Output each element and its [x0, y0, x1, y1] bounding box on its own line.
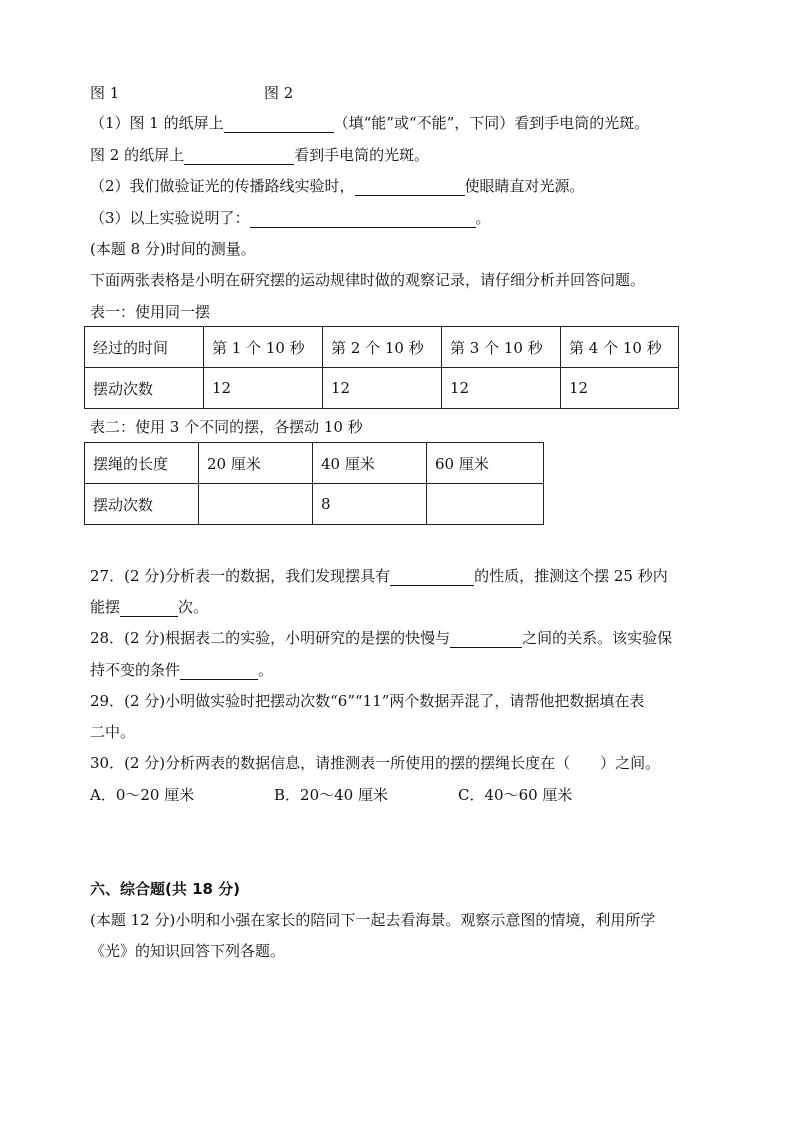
table2-caption: 表二：使用 3 个不同的摆，各摆动 10 秒	[90, 418, 363, 436]
light-item-1-text-a: （1）图 1 的纸屏上	[90, 114, 224, 132]
light-item-1-text-d: 看到手电筒的光斑。	[294, 146, 430, 164]
q27-text-b: 的性质，推测这个摆 25 秒内	[474, 567, 668, 585]
table-cell: 12	[561, 368, 679, 409]
answer-blank[interactable]	[180, 663, 258, 680]
light-item-1-cont	[90, 145, 429, 165]
answer-blank[interactable]	[224, 116, 334, 133]
light-item-2-text-b: 使眼睛直对光源。	[464, 177, 585, 195]
table-2	[84, 442, 544, 525]
light-item-2	[90, 176, 585, 196]
q28-text-c: 持不变的条件	[90, 661, 181, 679]
figure-2-label: 图 2	[264, 84, 294, 102]
light-item-3-text-b: 。	[475, 209, 491, 227]
pendulum-intro: 下面两张表格是小明在研究摆的运动规律时做的观察记录，请仔细分析并回答问题。	[90, 271, 646, 289]
option-b[interactable]: B．20～40 厘米	[274, 786, 388, 804]
table-cell: 20 厘米	[199, 443, 313, 484]
table-cell: 第 2 个 10 秒	[323, 327, 442, 368]
table-row	[85, 484, 544, 525]
answer-blank[interactable]	[120, 600, 178, 617]
q27-text-c: 能摆	[90, 598, 121, 616]
table-cell: 12	[204, 368, 323, 409]
light-item-1-text-c: 图 2 的纸屏上	[90, 146, 185, 164]
table-cell: 第 1 个 10 秒	[204, 327, 323, 368]
table-cell: 12	[323, 368, 442, 409]
light-item-1-text-b: （填“能”或“不能”，下同）看到手电筒的光斑。	[333, 114, 650, 132]
table-row	[85, 327, 679, 368]
question-30: 30．(2 分)分析两表的数据信息，请推测表一所使用的摆的摆绳长度在（ ）之间。	[90, 754, 661, 772]
table-cell: 摆绳的长度	[85, 443, 199, 484]
light-item-1	[90, 113, 649, 133]
q28-text-a: 28．(2 分)根据表二的实验，小明研究的是摆的快慢与	[90, 629, 451, 647]
table-row	[85, 368, 679, 409]
table-cell: 60 厘米	[427, 443, 544, 484]
table-cell: 摆动次数	[85, 368, 204, 409]
table-cell[interactable]	[199, 484, 313, 525]
section-6-title: 六、综合题(共 18 分)	[90, 880, 241, 898]
question-28-cont	[90, 660, 273, 680]
question-27	[90, 566, 668, 586]
question-29-cont: 二中。	[90, 723, 136, 741]
answer-blank[interactable]	[250, 211, 476, 228]
light-item-3	[90, 208, 491, 228]
pendulum-header: (本题 8 分)时间的测量。	[90, 240, 256, 258]
table-cell: 8	[313, 484, 427, 525]
light-item-2-text-a: （2）我们做验证光的传播路线实验时，	[90, 177, 355, 195]
table-cell: 12	[442, 368, 561, 409]
q28-text-d: 。	[258, 661, 274, 679]
option-a[interactable]: A．0～20 厘米	[90, 786, 195, 804]
answer-blank[interactable]	[355, 179, 465, 196]
table-cell: 第 3 个 10 秒	[442, 327, 561, 368]
table1-caption: 表一：使用同一摆	[90, 303, 211, 321]
table-cell: 40 厘米	[313, 443, 427, 484]
answer-blank[interactable]	[390, 569, 474, 586]
table-row	[85, 443, 544, 484]
q28-text-b: 之间的关系。该实验保	[522, 629, 673, 647]
question-27-cont	[90, 597, 208, 617]
q27-text-a: 27．(2 分)分析表一的数据，我们发现摆具有	[90, 567, 391, 585]
question-29: 29．(2 分)小明做实验时把摆动次数“6”“11”两个数据弄混了，请帮他把数据填在表	[90, 692, 645, 710]
table-cell[interactable]	[427, 484, 544, 525]
q27-text-d: 次。	[178, 598, 209, 616]
question-28	[90, 628, 672, 648]
option-c[interactable]: C．40～60 厘米	[458, 786, 573, 804]
table-cell: 第 4 个 10 秒	[561, 327, 679, 368]
table-1	[84, 326, 679, 409]
section-6-intro: (本题 12 分)小明和小强在家长的陪同下一起去看海景。观察示意图的情境，利用所学	[90, 911, 656, 929]
table-cell: 摆动次数	[85, 484, 199, 525]
answer-blank[interactable]	[450, 631, 522, 648]
answer-blank[interactable]	[184, 148, 294, 165]
table-cell: 经过的时间	[85, 327, 204, 368]
section-6-intro-cont: 《光》的知识回答下列各题。	[90, 942, 286, 960]
light-item-3-text-a: （3）以上实验说明了：	[90, 209, 250, 227]
figure-1-label: 图 1	[90, 84, 120, 102]
